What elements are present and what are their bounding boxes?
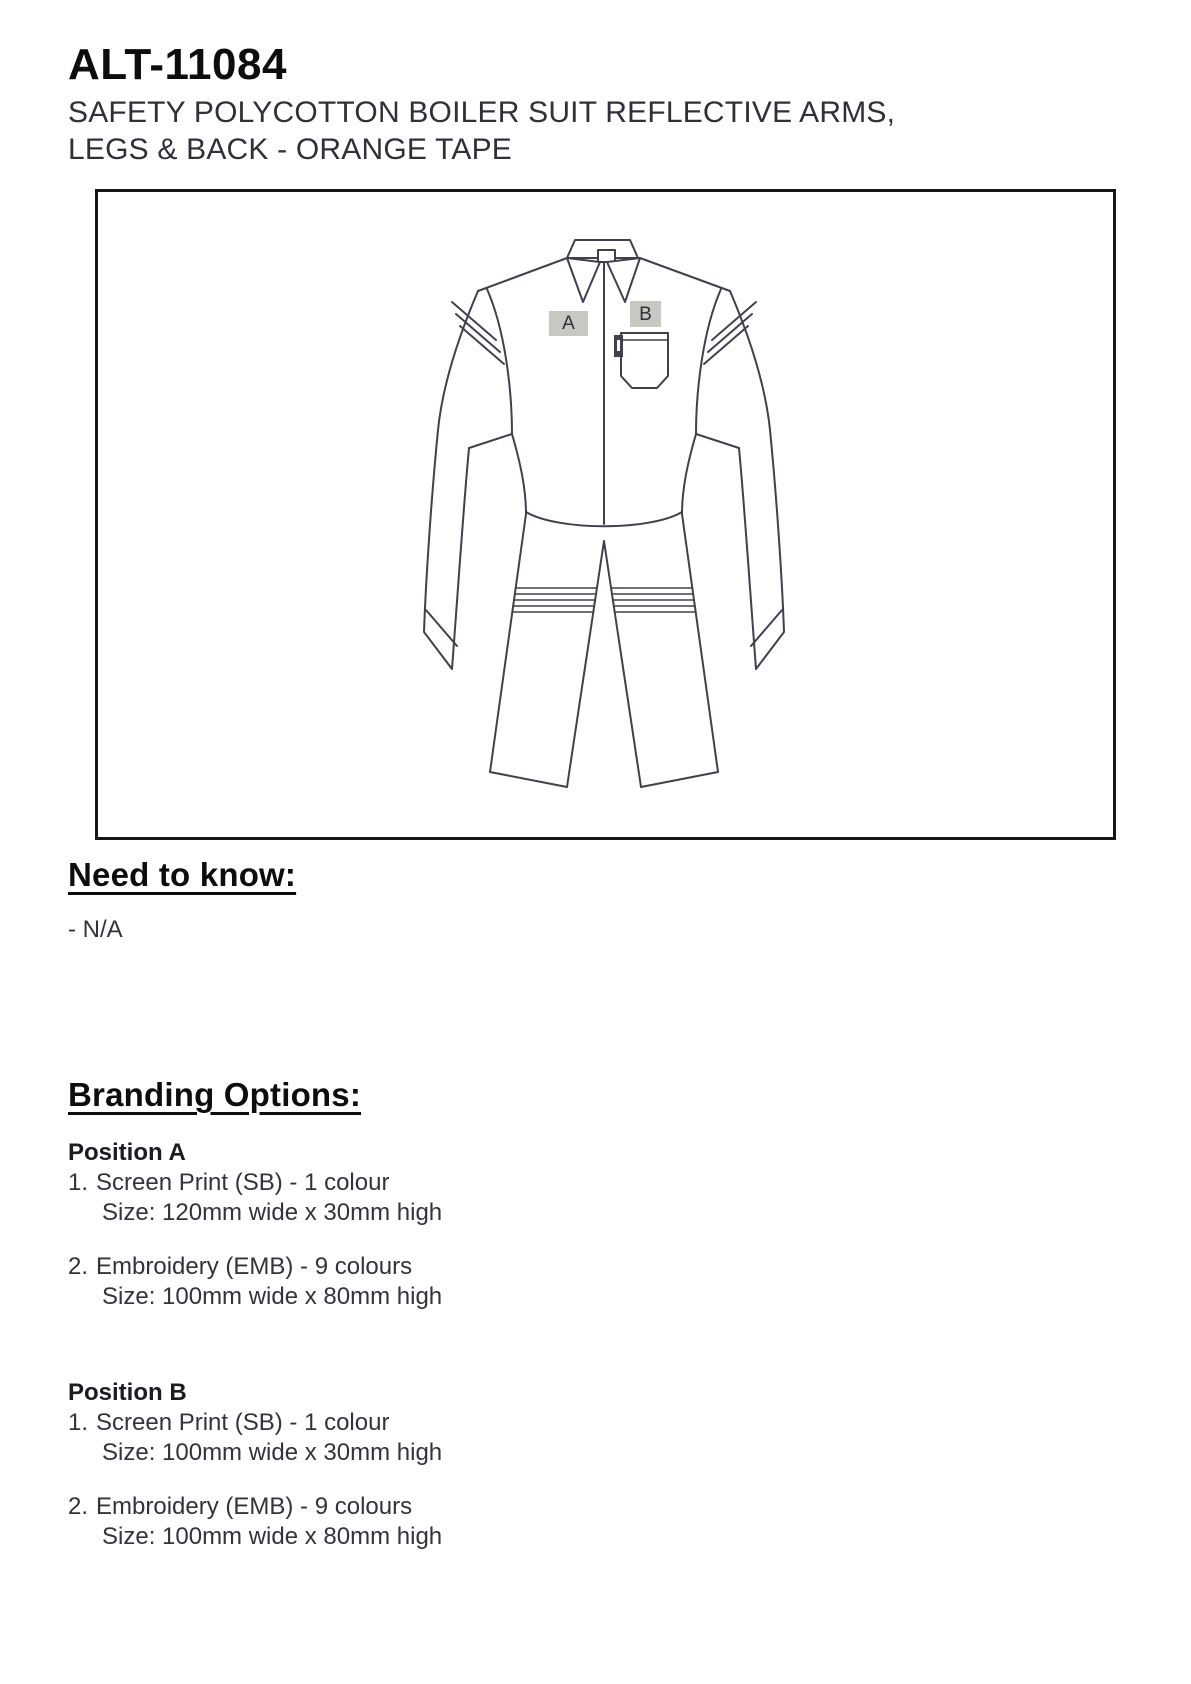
chest-pocket <box>614 333 668 388</box>
option-method: Embroidery (EMB) - 9 colours <box>96 1493 413 1520</box>
position-b-option-2 <box>68 1492 442 1552</box>
position-a-block <box>68 1138 442 1312</box>
option-number: 1. <box>68 1409 89 1436</box>
position-b-option-1 <box>68 1408 442 1468</box>
product-name <box>68 94 895 168</box>
option-method: Screen Print (SB) - 1 colour <box>96 1409 390 1436</box>
option-size: Size: 100mm wide x 80mm high <box>102 1283 443 1310</box>
right-sleeve <box>696 291 784 669</box>
position-b-title: Position B <box>68 1379 187 1406</box>
legs <box>490 514 718 787</box>
option-size: Size: 100mm wide x 30mm high <box>102 1439 443 1466</box>
product-code-title: ALT-11084 <box>68 40 287 89</box>
option-size: Size: 100mm wide x 80mm high <box>102 1523 443 1550</box>
product-name-line-2: LEGS & BACK - ORANGE TAPE <box>68 133 513 166</box>
branding-position-b-marker: B <box>630 301 661 327</box>
option-number: 2. <box>68 1253 89 1280</box>
product-name-line-1: SAFETY POLYCOTTON BOILER SUIT REFLECTIVE ARMS, <box>68 96 896 129</box>
need-to-know-item: - N/A <box>68 916 123 943</box>
option-number: 2. <box>68 1493 89 1520</box>
right-knee-reflective-band <box>611 588 696 612</box>
position-a-option-1 <box>68 1168 442 1228</box>
branding-position-a-marker: A <box>549 311 588 336</box>
position-a-option-2 <box>68 1252 442 1312</box>
left-knee-reflective-band <box>512 588 597 612</box>
branding-options-heading: Branding Options: <box>68 1076 362 1113</box>
position-a-title: Position A <box>68 1139 186 1166</box>
boiler-suit-drawing <box>98 192 1113 837</box>
need-to-know-heading: Need to know: <box>68 856 297 893</box>
left-sleeve <box>424 291 512 669</box>
option-size: Size: 120mm wide x 30mm high <box>102 1199 443 1226</box>
option-method: Embroidery (EMB) - 9 colours <box>96 1253 413 1280</box>
option-number: 1. <box>68 1169 89 1196</box>
position-b-block <box>68 1378 442 1552</box>
product-diagram-box <box>95 189 1116 840</box>
option-method: Screen Print (SB) - 1 colour <box>96 1169 390 1196</box>
